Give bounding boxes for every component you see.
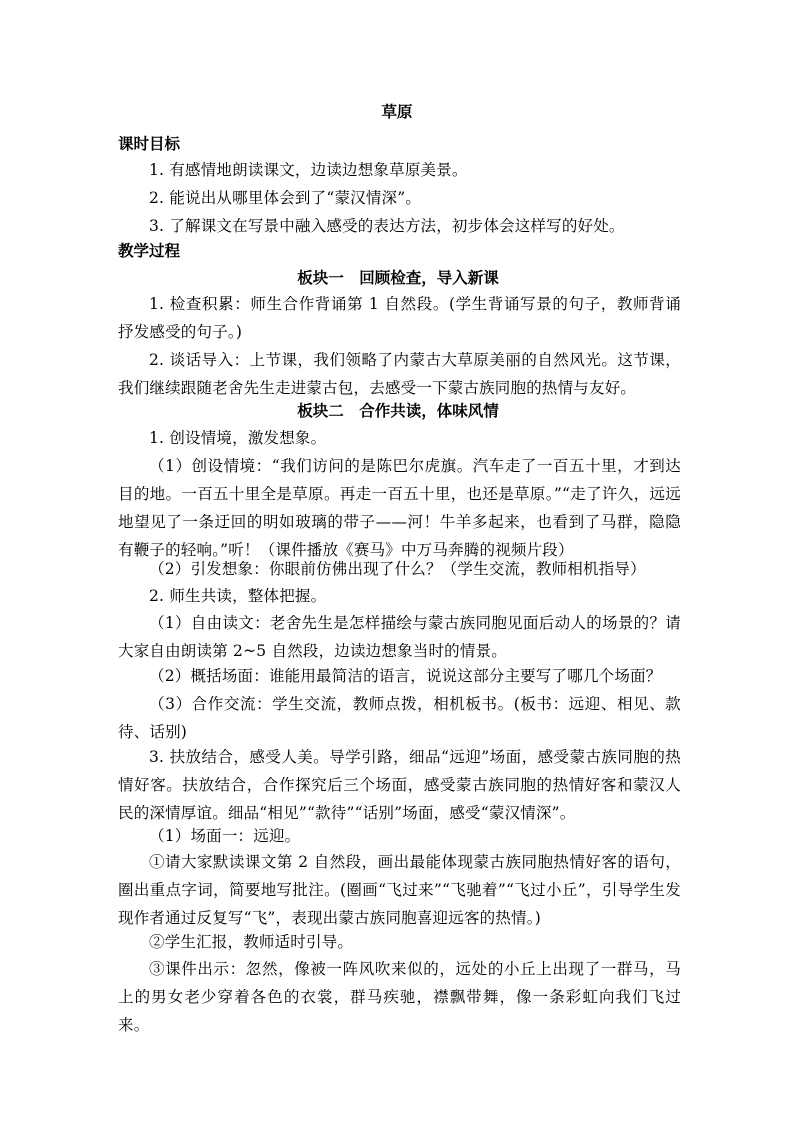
block2-title: 板块二 合作共读，体味风情 (297, 401, 499, 420)
goal-item: 3. 了解课文在写景中融入感受的表达方法，初步体会这样写的好处。 (149, 217, 625, 235)
block2-paragraph: 3. 扶放结合，感受人美。导学引路，细品“远迎”场面，感受蒙古族同胞的热情好客。扶放结合，合作探究后三个场面，感受蒙古族同胞的热情好客和蒙汉人民的深情厚谊。细品“相见”“款待”“话别”场面，感受“蒙汉情深”。 (118, 748, 681, 822)
block2-paragraph: （3）合作交流：学生交流，教师点拨，相机板书。(板书：远迎、相见、款待、话别) (118, 695, 681, 741)
block2-paragraph: （1）创设情境：“我们访问的是陈巴尔虎旗。汽车走了一百五十里，才到达目的地。一百五十里全是草原。再走一百五十里，也还是草原。”“走了许久，远远地望见了一条迂回的明如玻璃的带子——河！牛羊多起来，也看到了马群，隐隐有鞭子的轻响。”听！（课件播放《赛马》中万马奔腾的视频片段） (118, 457, 681, 559)
block2-paragraph: （1）自由读文：老舍先生是怎样描绘与蒙古族同胞见面后动人的场景的？请大家自由朗读第 2~5 自然段，边读边想象当时的情景。 (118, 614, 681, 660)
document-title: 草原 (381, 102, 413, 121)
block2-paragraph: ③课件出示：忽然，像被一阵风吹来似的，远处的小丘上出现了一群马，马上的男女老少穿着各色的衣裳，群马疾驰，襟飘带舞，像一条彩虹向我们飞过来。 (118, 960, 681, 1034)
block2-paragraph: 1. 创设情境，激发想象。 (149, 429, 327, 447)
block2-paragraph: 2. 师生共读，整体把握。 (149, 587, 327, 605)
block2-paragraph: ①请大家默读课文第 2 自然段，画出最能体现蒙古族同胞热情好客的语句，圈出重点字词，简要地写批注。(圈画“飞过来”“飞驰着”“飞过小丘”，引导学生发现作者通过反复写“飞”，表现出蒙古族同胞喜迎远客的热情。) (118, 853, 681, 927)
goal-item: 1. 有感情地朗读课文，边读边想象草原美景。 (149, 161, 468, 179)
process-heading: 教学过程 (118, 241, 181, 260)
block2-paragraph: （2）概括场面：谁能用最简洁的语言，说说这部分主要写了哪几个场面？ (149, 667, 662, 685)
goals-heading: 课时目标 (118, 134, 181, 153)
block1-paragraph: 1. 检查积累：师生合作背诵第 1 自然段。(学生背诵写景的句子，教师背诵抒发感受的句子。) (118, 295, 681, 341)
block2-paragraph: （1）场面一：远迎。 (149, 827, 301, 845)
block2-paragraph: （2）引发想象：你眼前仿佛出现了什么？（学生交流，教师相机指导） (149, 560, 646, 578)
block2-paragraph: ②学生汇报，教师适时引导。 (149, 933, 354, 951)
goal-item: 2. 能说出从哪里体会到了“蒙汉情深”。 (149, 189, 422, 207)
block1-title: 板块一 回顾检查，导入新课 (297, 268, 499, 287)
block1-paragraph: 2. 谈话导入：上节课，我们领略了内蒙古大草原美丽的自然风光。这节课，我们继续跟随老舍先生走进蒙古包，去感受一下蒙古族同胞的热情与友好。 (118, 351, 681, 397)
